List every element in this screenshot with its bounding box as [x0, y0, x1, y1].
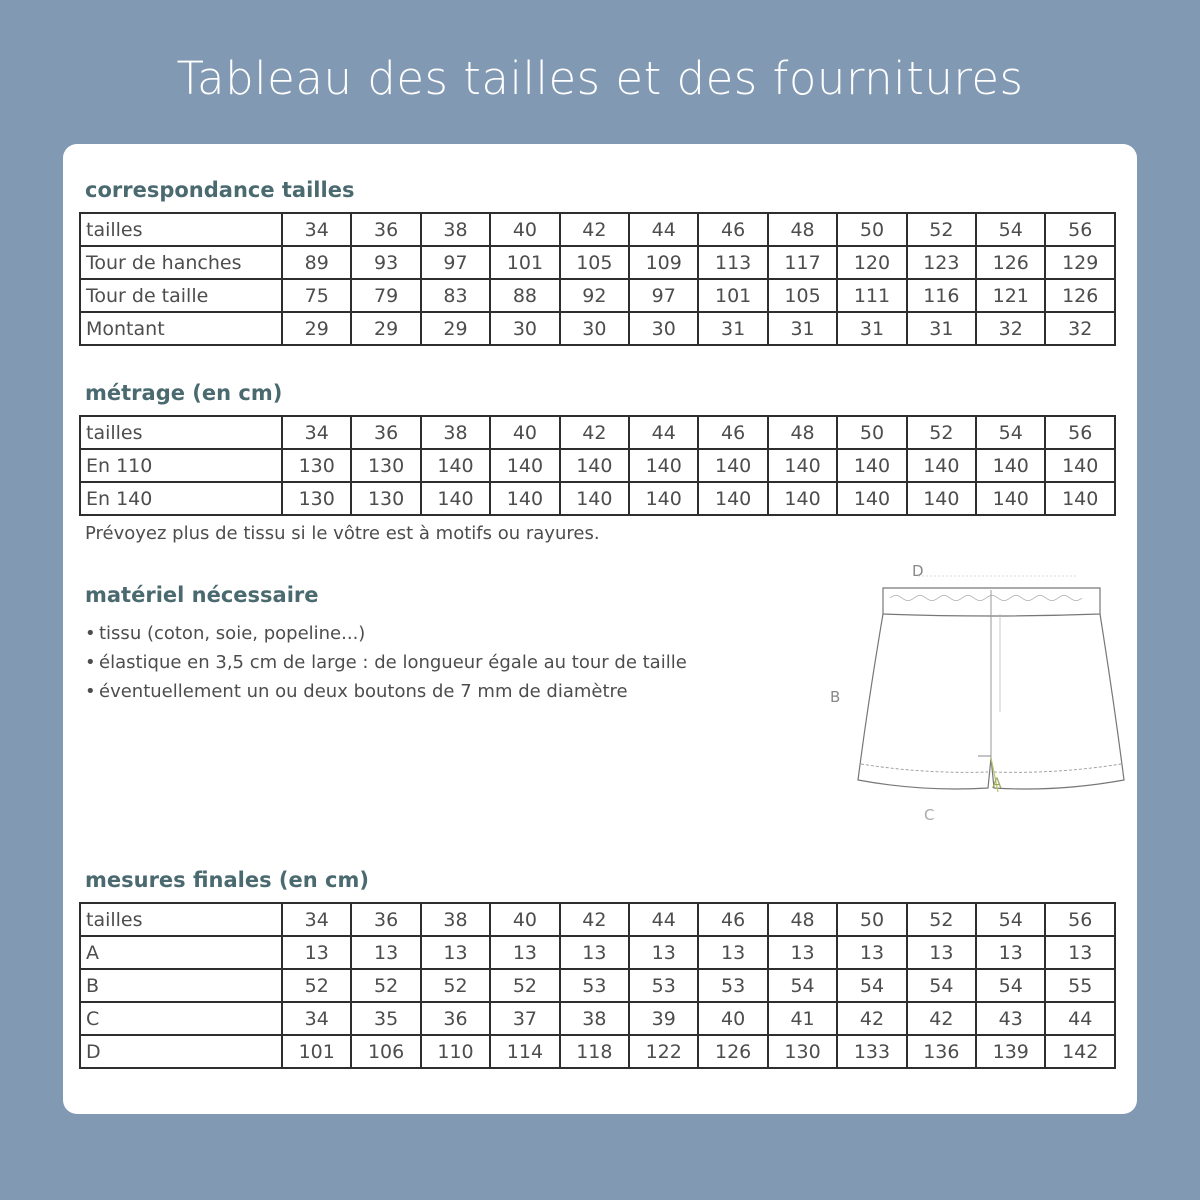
table-cell: 97 — [629, 279, 698, 312]
table-cell: 133 — [837, 1035, 906, 1068]
size-header-cell: 34 — [282, 416, 351, 449]
table-cell: 13 — [490, 936, 559, 969]
table-cell: 140 — [421, 449, 490, 482]
size-table-heading: correspondance tailles — [85, 178, 355, 202]
table-cell: 30 — [629, 312, 698, 345]
table-cell: 53 — [629, 969, 698, 1002]
shorts-diagram-icon — [828, 552, 1128, 832]
table-cell: 111 — [837, 279, 906, 312]
size-header-cell: 46 — [698, 416, 767, 449]
bullet-icon: • — [85, 681, 96, 702]
table-row — [80, 969, 1115, 1002]
row-label: C — [80, 1002, 282, 1035]
table-cell: 29 — [351, 312, 420, 345]
table-cell: 29 — [282, 312, 351, 345]
size-header-cell: 40 — [490, 903, 559, 936]
table-cell: 54 — [976, 969, 1045, 1002]
table-cell: 101 — [282, 1035, 351, 1068]
row-label: En 140 — [80, 482, 282, 515]
materials-item-text: éventuellement un ou deux boutons de 7 mm de diamètre — [99, 681, 628, 702]
size-header-cell: 44 — [629, 213, 698, 246]
size-header-cell: 54 — [976, 416, 1045, 449]
materials-item-text: tissu (coton, soie, popeline...) — [99, 623, 366, 644]
table-cell: 140 — [490, 449, 559, 482]
header-row — [80, 903, 1115, 936]
table-cell: 31 — [837, 312, 906, 345]
size-header-cell: 52 — [907, 213, 976, 246]
size-header-cell: 56 — [1045, 213, 1115, 246]
size-header-cell: 36 — [351, 903, 420, 936]
table-row — [80, 1035, 1115, 1068]
row-label: Montant — [80, 312, 282, 345]
table-cell: 101 — [698, 279, 767, 312]
table-cell: 13 — [976, 936, 1045, 969]
table-cell: 31 — [698, 312, 767, 345]
table-cell: 140 — [490, 482, 559, 515]
table-row — [80, 482, 1115, 515]
table-cell: 40 — [698, 1002, 767, 1035]
table-cell: 140 — [560, 482, 629, 515]
materials-item — [85, 677, 687, 706]
diagram-label-d: D — [912, 562, 924, 580]
size-header-cell: 54 — [976, 903, 1045, 936]
table-row — [80, 246, 1115, 279]
materials-item-text: élastique en 3,5 cm de large : de longueur égale au tour de taille — [99, 652, 687, 673]
table-cell: 140 — [698, 449, 767, 482]
table-cell: 52 — [490, 969, 559, 1002]
table-cell: 44 — [1045, 1002, 1115, 1035]
table-cell: 93 — [351, 246, 420, 279]
size-header-cell: 40 — [490, 213, 559, 246]
table-cell: 140 — [698, 482, 767, 515]
table-cell: 30 — [490, 312, 559, 345]
table-cell: 13 — [698, 936, 767, 969]
size-header-cell: 38 — [421, 903, 490, 936]
table-cell: 140 — [976, 482, 1045, 515]
table-cell: 139 — [976, 1035, 1045, 1068]
yardage-table — [79, 415, 1116, 516]
bullet-icon: • — [85, 652, 96, 673]
table-cell: 140 — [837, 449, 906, 482]
table-cell: 126 — [698, 1035, 767, 1068]
table-cell: 140 — [907, 449, 976, 482]
fabric-note: Prévoyez plus de tissu si le vôtre est à motifs ou rayures. — [85, 523, 600, 544]
header-row — [80, 213, 1115, 246]
diagram-label-a: A — [992, 776, 1002, 792]
table-cell: 13 — [907, 936, 976, 969]
size-header-cell: 48 — [768, 903, 837, 936]
size-header-cell: 54 — [976, 213, 1045, 246]
table-cell: 140 — [768, 449, 837, 482]
table-cell: 35 — [351, 1002, 420, 1035]
table-cell: 105 — [560, 246, 629, 279]
size-header-cell: 42 — [560, 903, 629, 936]
table-cell: 38 — [560, 1002, 629, 1035]
size-header-cell: 50 — [837, 903, 906, 936]
size-header-cell: 46 — [698, 213, 767, 246]
bullet-icon: • — [85, 623, 96, 644]
table-cell: 32 — [976, 312, 1045, 345]
table-cell: 31 — [768, 312, 837, 345]
yardage-table-heading: métrage (en cm) — [85, 381, 283, 405]
table-cell: 140 — [421, 482, 490, 515]
table-cell: 122 — [629, 1035, 698, 1068]
table-cell: 140 — [907, 482, 976, 515]
page-title: Tableau des tailles et des fournitures — [176, 52, 1024, 105]
row-label: A — [80, 936, 282, 969]
table-row — [80, 449, 1115, 482]
row-label: B — [80, 969, 282, 1002]
table-cell: 140 — [768, 482, 837, 515]
diagram-label-b: B — [830, 688, 841, 706]
table-cell: 130 — [282, 449, 351, 482]
size-header-cell: 36 — [351, 416, 420, 449]
size-header-cell: 38 — [421, 213, 490, 246]
table-cell: 105 — [768, 279, 837, 312]
table-cell: 13 — [768, 936, 837, 969]
table-cell: 36 — [421, 1002, 490, 1035]
table-cell: 140 — [629, 482, 698, 515]
table-cell: 29 — [421, 312, 490, 345]
table-cell: 52 — [282, 969, 351, 1002]
size-header-cell: 40 — [490, 416, 559, 449]
table-row — [80, 312, 1115, 345]
row-label: Tour de taille — [80, 279, 282, 312]
size-header-cell: 52 — [907, 903, 976, 936]
table-cell: 130 — [282, 482, 351, 515]
table-cell: 13 — [1045, 936, 1115, 969]
table-cell: 140 — [629, 449, 698, 482]
table-cell: 140 — [1045, 449, 1115, 482]
size-header-cell: 56 — [1045, 903, 1115, 936]
table-cell: 13 — [351, 936, 420, 969]
table-cell: 13 — [629, 936, 698, 969]
table-cell: 136 — [907, 1035, 976, 1068]
final-measurements-table — [79, 902, 1116, 1069]
row-label: En 110 — [80, 449, 282, 482]
size-header-cell: 52 — [907, 416, 976, 449]
table-cell: 110 — [421, 1035, 490, 1068]
table-cell: 30 — [560, 312, 629, 345]
header-row — [80, 416, 1115, 449]
size-header-cell: 46 — [698, 903, 767, 936]
table-cell: 34 — [282, 1002, 351, 1035]
table-cell: 126 — [976, 246, 1045, 279]
table-cell: 140 — [837, 482, 906, 515]
size-header-cell: 38 — [421, 416, 490, 449]
table-cell: 42 — [837, 1002, 906, 1035]
table-cell: 54 — [837, 969, 906, 1002]
table-cell: 39 — [629, 1002, 698, 1035]
table-cell: 32 — [1045, 312, 1115, 345]
table-cell: 142 — [1045, 1035, 1115, 1068]
table-cell: 88 — [490, 279, 559, 312]
table-cell: 123 — [907, 246, 976, 279]
table-cell: 79 — [351, 279, 420, 312]
table-cell: 120 — [837, 246, 906, 279]
final-table-heading: mesures finales (en cm) — [85, 868, 369, 892]
table-cell: 13 — [837, 936, 906, 969]
table-row — [80, 279, 1115, 312]
table-cell: 130 — [351, 449, 420, 482]
shorts-diagram — [828, 552, 1128, 836]
table-cell: 109 — [629, 246, 698, 279]
table-cell: 140 — [560, 449, 629, 482]
table-row — [80, 1002, 1115, 1035]
table-cell: 37 — [490, 1002, 559, 1035]
table-cell: 116 — [907, 279, 976, 312]
row-label: Tour de hanches — [80, 246, 282, 279]
table-cell: 114 — [490, 1035, 559, 1068]
table-cell: 140 — [976, 449, 1045, 482]
table-cell: 106 — [351, 1035, 420, 1068]
table-cell: 13 — [282, 936, 351, 969]
row-label: tailles — [80, 903, 282, 936]
row-label: tailles — [80, 416, 282, 449]
row-label: tailles — [80, 213, 282, 246]
table-cell: 121 — [976, 279, 1045, 312]
size-header-cell: 48 — [768, 416, 837, 449]
table-cell: 42 — [907, 1002, 976, 1035]
materials-item — [85, 619, 687, 648]
table-cell: 52 — [421, 969, 490, 1002]
table-cell: 13 — [421, 936, 490, 969]
row-label: D — [80, 1035, 282, 1068]
table-cell: 126 — [1045, 279, 1115, 312]
table-cell: 130 — [351, 482, 420, 515]
table-cell: 129 — [1045, 246, 1115, 279]
table-cell: 130 — [768, 1035, 837, 1068]
table-cell: 54 — [768, 969, 837, 1002]
table-cell: 53 — [698, 969, 767, 1002]
size-header-cell: 56 — [1045, 416, 1115, 449]
table-cell: 140 — [1045, 482, 1115, 515]
table-cell: 54 — [907, 969, 976, 1002]
table-cell: 43 — [976, 1002, 1045, 1035]
table-cell: 13 — [560, 936, 629, 969]
table-cell: 97 — [421, 246, 490, 279]
size-header-cell: 48 — [768, 213, 837, 246]
size-header-cell: 50 — [837, 213, 906, 246]
table-cell: 117 — [768, 246, 837, 279]
table-cell: 101 — [490, 246, 559, 279]
materials-list — [85, 619, 687, 706]
size-header-cell: 34 — [282, 903, 351, 936]
content-card — [63, 144, 1137, 1114]
table-cell: 53 — [560, 969, 629, 1002]
size-header-cell: 36 — [351, 213, 420, 246]
table-cell: 83 — [421, 279, 490, 312]
table-cell: 113 — [698, 246, 767, 279]
table-cell: 31 — [907, 312, 976, 345]
size-table — [79, 212, 1116, 346]
materials-heading: matériel nécessaire — [85, 583, 319, 607]
table-cell: 75 — [282, 279, 351, 312]
table-cell: 55 — [1045, 969, 1115, 1002]
size-header-cell: 50 — [837, 416, 906, 449]
size-header-cell: 44 — [629, 903, 698, 936]
size-header-cell: 42 — [560, 213, 629, 246]
table-cell: 89 — [282, 246, 351, 279]
size-header-cell: 34 — [282, 213, 351, 246]
table-cell: 41 — [768, 1002, 837, 1035]
table-cell: 118 — [560, 1035, 629, 1068]
table-row — [80, 936, 1115, 969]
size-header-cell: 42 — [560, 416, 629, 449]
size-header-cell: 44 — [629, 416, 698, 449]
table-cell: 92 — [560, 279, 629, 312]
materials-item — [85, 648, 687, 677]
diagram-label-c: C — [924, 806, 935, 824]
table-cell: 52 — [351, 969, 420, 1002]
